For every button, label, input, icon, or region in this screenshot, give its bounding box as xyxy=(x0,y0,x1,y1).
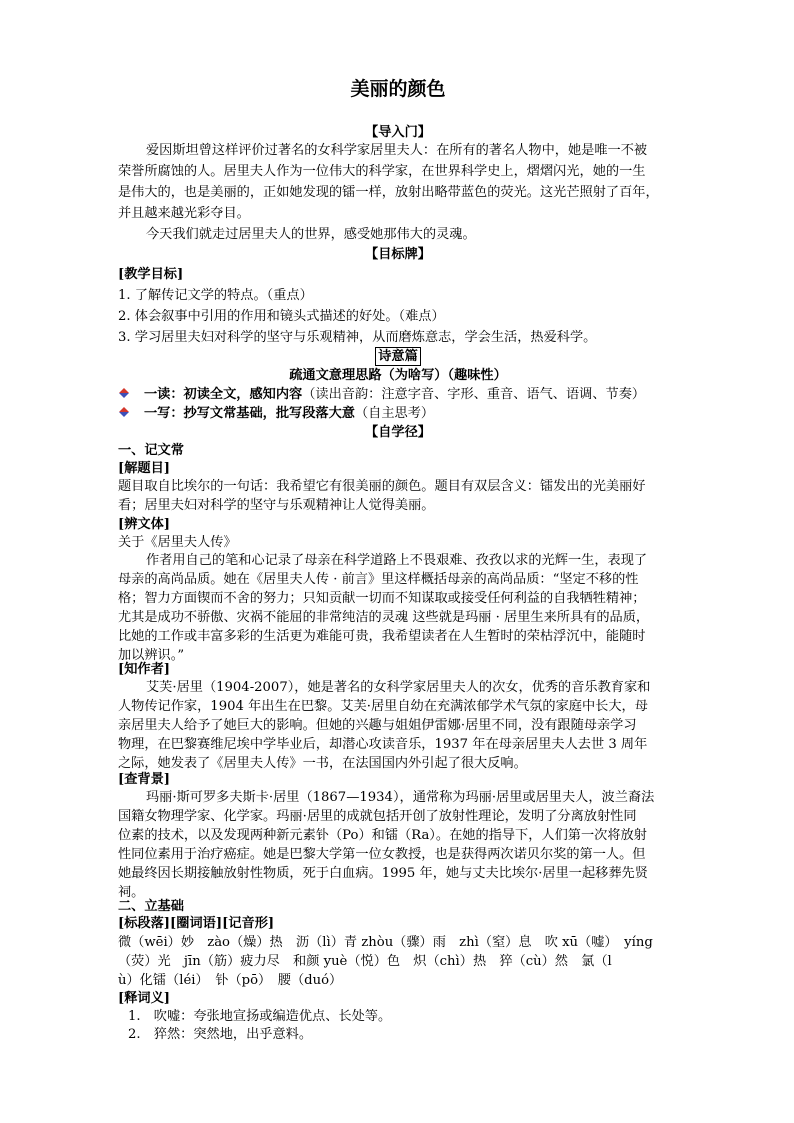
author-line: 人物传记作家，1904 年出生在巴黎。艾芙·居里自幼在充满浓郁学术气氛的家庭中长大，母 xyxy=(118,699,648,714)
goal-item: 3. 学习居里夫妇对科学的坚守与乐观精神，从而磨炼意志，学会生活，热爱科学。 xyxy=(118,330,597,345)
intro-heading: 【导入门】 xyxy=(365,125,431,140)
background-line: 国籍女物理学家、化学家。玛丽·居里的成就包括开创了放射性理论，发明了分离放射性同 xyxy=(118,809,637,824)
genre-line: 加以辨识。” xyxy=(118,648,185,663)
genre-line: 母亲的高尚品质。她在《居里夫人传 · 前言》里这样概括母亲的高尚品质：“坚定不移的性 xyxy=(118,572,639,587)
goal-item: 1. 了解传记文学的特点。（重点） xyxy=(118,288,313,303)
author-line: 之际，她发表了《居里夫人传》一书，在法国国内外引起了很大反响。 xyxy=(118,756,527,771)
pinyin-line: 微（wēi）妙 zào（燥）热 沥（lì）青 zhòu（骤）雨 zhì（窒）息 吹 xū（嘘） yíng xyxy=(118,935,653,950)
genre-line: 格；智力方面锲而不舍的努力；只知贡献一切而不知谋取或接受任何利益的自我牺牲精神； xyxy=(118,591,646,606)
self-study-heading: 【自学径】 xyxy=(365,425,431,440)
pinyin-line: ù）化镭（léi） 钋（pō） 腰（duó） xyxy=(118,973,343,988)
genre-line: 作者用自己的笔和心记录了母亲在科学道路上不畏艰难、孜孜以求的光辉一生，表现了 xyxy=(146,553,648,568)
title-label: [解题目] xyxy=(118,461,171,476)
bullet-item xyxy=(118,403,678,424)
background-line: 性同位素用于治疗癌症。她是巴黎大学第一位女教授，也是获得两次诺贝尔奖的第一人。但 xyxy=(118,847,646,862)
background-line: 她最终因长期接触放射性物质，死于白血病。1995 年，她与丈夫比埃尔·居里一起移葬先贤 xyxy=(118,866,648,881)
poem-heading: 诗意篇 xyxy=(375,347,421,366)
author-line: 亲居里夫人给予了她巨大的影响。但她的兴趣与姐姐伊雷娜·居里不同，没有跟随母亲学习 xyxy=(118,718,637,733)
bullet-icon xyxy=(118,406,130,418)
genre-line: 比她的工作或丰富多彩的生活更为难能可贵，我希望读者在人生暂时的荣枯浮沉中，能随时 xyxy=(118,629,646,644)
goal-label: [教学目标] xyxy=(118,267,184,282)
bullet-bold-text: 一写：抄写文常基础，批写段落大意 xyxy=(144,406,355,421)
bullet-icon xyxy=(118,387,130,399)
goal-item: 2. 体会叙事中引用的作用和镜头式描述的好处。（难点） xyxy=(118,309,445,324)
intro-line: 并且越来越光彩夺目。 xyxy=(118,206,250,221)
genre-label: [辨文体] xyxy=(118,517,171,532)
part1-heading: 一、记文常 xyxy=(118,443,184,458)
author-label: [知作者] xyxy=(118,662,171,677)
author-line: 物理，在巴黎赛维尼埃中学毕业后，却潜心攻读音乐，1937 年在母亲居里夫人去世 3 周年 xyxy=(118,737,648,752)
goal-heading: 【目标牌】 xyxy=(365,247,431,262)
genre-line: 尤其是成功不骄傲、灾祸不能屈的非常纯洁的灵魂 这些就是玛丽 · 居里生来所具有的品质， xyxy=(118,610,650,625)
title-line: 看；居里夫妇对科学的坚守与乐观精神让人觉得美丽。 xyxy=(118,498,435,513)
poem-heading-row xyxy=(118,346,678,367)
page-title: 美丽的颜色 xyxy=(350,78,446,100)
title-line: 题目取自比埃尔的一句话：我希望它有很美丽的颜色。题目有双层含义：镭发出的光美丽好 xyxy=(118,479,646,494)
word-item: 2. 猝然：突然地，出乎意料。 xyxy=(128,1027,313,1042)
bullet-item xyxy=(118,384,678,405)
background-line: 玛丽·斯可罗多夫斯卡·居里（1867—1934），通常称为玛丽·居里或居里夫人，波兰裔法 xyxy=(146,790,655,805)
author-line: 艾芙·居里（1904-2007），她是著名的女科学家居里夫人的次女，优秀的音乐教育家和 xyxy=(146,680,651,695)
bullet-rest-text: （读出音韵：注意字音、字形、重音、语气、语调、节奏） xyxy=(302,387,646,402)
background-line: 位素的技术，以及发现两种新元素钋（Po）和镭（Ra）。在她的指导下，人们第一次将放射 xyxy=(118,828,647,843)
bullet-bold-text: 一读：初读全文，感知内容 xyxy=(144,387,303,402)
intro-line: 是伟大的，也是美丽的，正如她发现的镭一样，放射出略带蓝色的荧光。这光芒照射了百年， xyxy=(118,185,659,200)
background-line: 祠。 xyxy=(118,885,145,900)
pinyin-line: （荧）光 jīn（筋）疲力尽 和颜 yuè（悦）色 炽（chì）热 猝（cù）然 氯（l xyxy=(118,954,612,969)
bullet-rest-text: （自主思考） xyxy=(355,406,435,421)
poem-subtitle: 疏通文意理思路（为啥写）（趣味性） xyxy=(289,368,507,383)
intro-line: 爱因斯坦曾这样评价过著名的女科学家居里夫人：在所有的著名人物中，她是唯一不被 xyxy=(146,143,648,158)
word-item: 1. 吹嘘：夸张地宣扬或编造优点、长处等。 xyxy=(128,1009,392,1024)
words-label: [释词义] xyxy=(118,991,171,1006)
intro-line: 今天我们就走过居里夫人的世界，感受她那伟大的灵魂。 xyxy=(146,227,476,242)
part2-labels: [标段落][圈词语][记音形] xyxy=(118,916,275,931)
genre-intro: 关于《居里夫人传》 xyxy=(118,535,237,550)
background-label: [查背景] xyxy=(118,772,171,787)
part2-heading: 二、立基础 xyxy=(118,899,184,914)
intro-line: 荣誉所腐蚀的人。居里夫人作为一位伟大的科学家，在世界科学史上，熠熠闪光，她的一生 xyxy=(118,164,646,179)
